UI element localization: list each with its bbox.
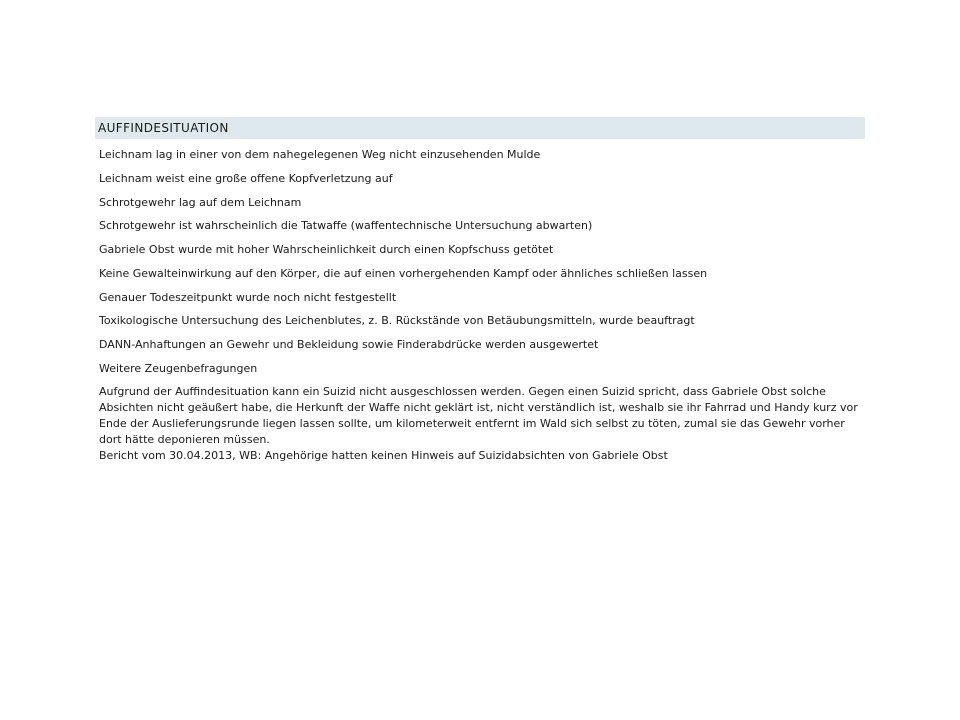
section-header xyxy=(95,117,865,139)
report-line: Bericht vom 30.04.2013, WB: Angehörige hatten keinen Hinweis auf Suizidabsichten von Gabriele Obst xyxy=(99,449,668,462)
finding-item: Schrotgewehr lag auf dem Leichnam xyxy=(99,196,302,209)
assessment-paragraph xyxy=(99,384,859,464)
finding-item: Toxikologische Untersuchung des Leichenblutes, z. B. Rückstände von Betäubungsmitteln, wurde beauftragt xyxy=(99,314,695,327)
section-title: AUFFINDESITUATION xyxy=(98,121,229,135)
finding-item: Leichnam lag in einer von dem nahegelegenen Weg nicht einzusehenden Mulde xyxy=(99,148,541,161)
finding-item: Gabriele Obst wurde mit hoher Wahrscheinlichkeit durch einen Kopfschuss getötet xyxy=(99,243,554,256)
finding-item: Leichnam weist eine große offene Kopfverletzung auf xyxy=(99,172,393,185)
assessment-text: Aufgrund der Auffindesituation kann ein Suizid nicht ausgeschlossen werden. Gegen einen Suizid spricht, dass Gabriele Obst solche Absichten nicht geäußert habe, die Herkunft der Waffe nicht geklärt ist, nicht verständlich ist, weshalb sie ihr Fahrrad und Handy kurz vor Ende der Auslieferungsrunde liegen lassen sollte, um kilometerweit entfernt im Wald sich selbst zu töten, zumal sie das Gewehr vorher dort hätte deponieren müssen. xyxy=(99,385,858,446)
finding-item: DANN-Anhaftungen an Gewehr und Bekleidung sowie Finderabdrücke werden ausgewertet xyxy=(99,338,599,351)
finding-item: Genauer Todeszeitpunkt wurde noch nicht festgestellt xyxy=(99,291,397,304)
finding-item: Weitere Zeugenbefragungen xyxy=(99,362,258,375)
finding-item: Keine Gewalteinwirkung auf den Körper, die auf einen vorhergehenden Kampf oder ähnliches schließen lassen xyxy=(99,267,708,280)
finding-item: Schrotgewehr ist wahrscheinlich die Tatwaffe (waffentechnische Untersuchung abwarten) xyxy=(99,219,593,232)
